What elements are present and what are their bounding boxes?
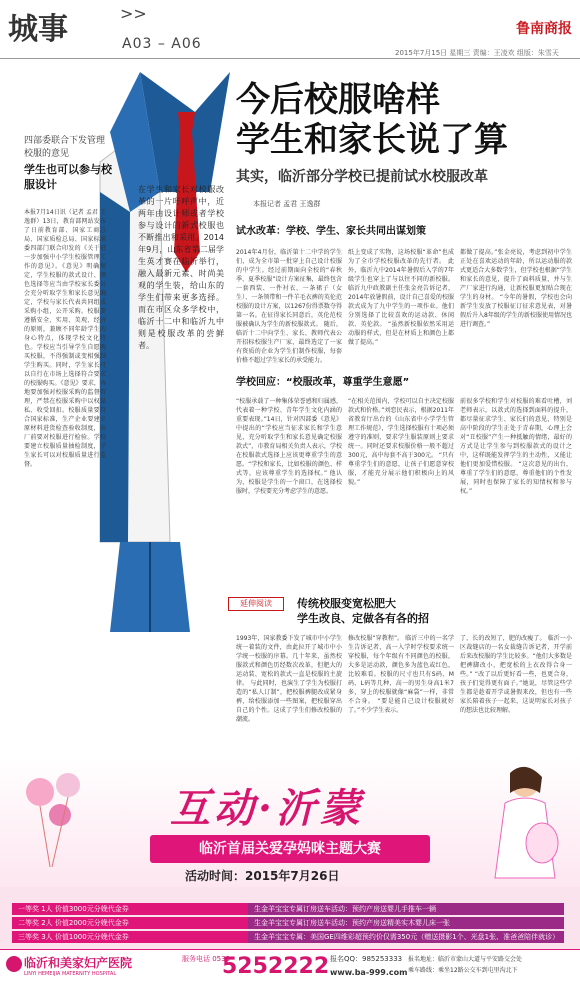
prize-right: 生金羊宝宝专属订房送车活动：预约产房送婴儿手推车一辆 — [248, 903, 564, 915]
newspaper-logo: 鲁南商报 — [516, 21, 572, 37]
byline: 本报记者 孟君 王逸群 — [253, 200, 321, 208]
section2-col2: “在相关范围内，学校可以自主决定校服款式和价格。”刘恋民表示，根据2011年省教育厅出台的《山东省中小学学生管理工作规范》，学生选择校服有十项必须遵守的准则，要求学生服装原则上要求统一。同时还要求校服价格一般不超过300元，高中每套不高于300元。 “只有尊重学生们的意愿，让孩子们愿意穿校服，才能充分展示他们积极向上的风貌。” — [348, 398, 454, 486]
website-link[interactable]: www.ba-999.com — [330, 968, 408, 977]
section2-col1: “校服承载了一种集体荣誉感和归属感，代表着一种学校、青年学生文化内涵的重要表现。”14日，针对四部委《意见》中提出的“学校应当征求家长和学生意见，充分听取学生和家长意见确定校服款式”，市教育局相关负责人表示，学校在校服款式选择上应该更尊重学生的意愿。“学校和家长，比如校服的颜色、样式等，应该尊重学生的选择权。” 他认为，校服是学生的一个窗口，在选择校服时，学校要充分考虑学生的意愿。 — [236, 398, 342, 495]
headline-line-2: 学生和家长说了算 — [236, 120, 508, 160]
prize-row — [12, 931, 568, 943]
section1-heading: 试水改革：学校、学生、家长共同出谋划策 — [236, 226, 426, 237]
phone-label: 服务电话 0539- — [182, 955, 233, 963]
section3-heading-line-1: 传统校服变宽松肥大 — [297, 597, 396, 610]
school-uniform-illustration — [100, 72, 250, 632]
ad-subtitle: 临沂首届关爱孕妈咪主题大赛 — [150, 835, 430, 863]
prize-left: 一等奖 1人 价值3000元分娩代金券 — [12, 903, 248, 915]
section1-col1: 2014年4月份，临沂第十二中学的学生们，成为全市第一批穿上自己设计校服的中学生。经过前期面向全校的“春秋季、夏季校服”设计方案征集，最终包含一套西装、一件衬衣、一条裙子（女生）、一条领带和一件羊毛衣裤的英伦范校服的设计方案，以1267份得票数夺得第一名。在征得家长同意后，英伦范校服被确认为学生的新校服款式。 随后，临沂十二中向学生、家长、教师代表公开招标校服生产厂家，最终选定了一家有资质的企业为学生们制作校服，每套价格不超过学生家长的承受能力。 — [236, 249, 342, 364]
bus-route-line: 乘车路线：乘坐12路公交车到屯里沟北下 — [408, 967, 518, 974]
intro-sidebox: 在学生和家长对校服改革的一片吁呼声中，近两年由设计师或者学校参与设计的新式校服也不断推出和采用。2014年9月，山东省第二届学生英才赛在临沂举行，融入最新元素、时尚美观的学生装，给山东的学生们带来更多选择。 而在市区众多学校中，临沂十二中和临沂九中则是校服改革的尝鲜者。 — [138, 185, 224, 350]
prize-left: 二等奖 2人 价值2000元分娩代金券 — [12, 917, 248, 929]
header-rule — [0, 58, 580, 59]
headline-line-1: 今后校服啥样 — [236, 80, 440, 120]
section1-col2: 纸上变成了实物，这场校服“革命”也成为了全市学校校服改革的先行者。 此外，临沂九中2014年暑假后入学的7年级学生也穿上了与以往不同的新校服。临沂九中政教副主任张金亮告诉记者，2014年放暑假前，设计自己喜爱的校服款式成为了九中学生的一项作业。他们分别选择了比较喜欢的运动款、休闲款、英伦款。 “虽然新校服依然采用运动服的样式，但是在材质上和颜色上都做了提高。” — [348, 249, 454, 346]
prize-right: 生金羊宝宝专属订房送车活动：预约产房送精美实木婴儿床一张 — [248, 917, 564, 929]
section2-heading: 学校回应：“校服改革，尊重学生意愿” — [236, 377, 410, 388]
section3-col1: 1993年，国家教委下发了城市中小学生统一着装的文件，由此拉开了城市中小学统一校服的序幕。几十年来，虽然校服款式和颜色历经数次改革，但肥大的运动装、宽松的款式一直是校服的主旋律。 与此同时，也演生了学生为校服打造的“私人订制”，把校服裤腿改成紧身裤，给校服添加一些图案，把校服穿出自己的个性。这成了学生们修改校服的潮流。 — [236, 635, 342, 723]
hospital-name-en: LINYI HEMEIJIA MATERNITY HOSPITAL — [24, 971, 117, 977]
ad-event-date: 活动时间：2015年7月26日 — [185, 869, 340, 883]
ad-footer — [0, 949, 580, 983]
left-article-body: 本报7月14日讯（记者 孟君 王逸群）13日，教育部网站发布了日前教育部、国家工商总局、国家质检总局、国家标准委四部门联合印发的《关于进一步加强中小学生校服管理工作的意见》。《意见》明确规定，学生校服的款式设计、颜色选择等应当由学校家长委员会充分听取学生和家长意见确定，学校与家长代表共同组成采购小组，公开采购。校服要遵循安全、实用、美观、经济的原则，兼顾不同年龄学生的身心特点，体现学校文化特色。学校应当引导学生自愿购买校服，不得强制或变相强制学生购买。同时，学生家长可以自行在市场上选择符合要求的校服购买。《意见》要求，各地要加强对校服采购的监督管理，严禁在校服采购中以权谋私、收受回扣。校服质量要符合国家标准，生产企业要建立原材料进货检查验收制度，出厂前要对校服进行检验。学校要建立校服质量抽检制度，学生家长可以对校服质量进行监督。 — [24, 209, 106, 468]
section3-heading — [297, 596, 429, 626]
edition-meta: 2015年7月15日 星期三 责编：王凌欢 组版：朱雪天 — [395, 49, 559, 57]
phone-number: 5252222 — [222, 954, 330, 979]
address-line: 报名地址：临沂市蒙山大道与平安路交会处 — [408, 956, 523, 963]
arrows-icon: >> — [120, 4, 147, 23]
headline-subtitle: 其实，临沂部分学校已提前试水校服改革 — [236, 169, 488, 185]
qq-contact: 报名QQ：985253333 — [330, 955, 403, 963]
section3-col2: 修改校服“穿教程”。 临沂三中的一名学生告诉记者，高一入学时学校要求统一穿校服，每个年级有不同颜色的校服，大多是运动款，颜色多为蓝色或红色，比较难看。校服的尺寸也只有S码、M码、L码等几种，高一的男生身高1米7多，穿上的校服就像“麻袋”一样，非常不合身。 “要是能自己设计校服就好了。”不少学生表示。 — [348, 635, 454, 714]
maternity-hospital-ad — [0, 757, 580, 983]
section3-heading-line-2: 学生改良、定做各有各的招 — [297, 612, 429, 625]
hospital-logo-icon — [6, 956, 22, 972]
pregnant-mother-icon — [470, 763, 570, 883]
left-headline: 学生也可以参与校服设计 — [24, 163, 112, 191]
section-name: 城事 — [8, 12, 68, 47]
page-range: A03 – A06 — [122, 36, 202, 52]
headline-title — [236, 80, 576, 160]
ad-address — [408, 954, 578, 976]
page-header — [0, 0, 580, 58]
hospital-name: 临沂和美家妇产医院 — [24, 956, 133, 970]
prize-row — [12, 917, 568, 929]
prize-row — [12, 903, 568, 915]
extended-reading-tag: 延伸阅读 — [228, 597, 284, 611]
section2-col3: 前很多学校和学生对校服的难看吐槽，刘老师表示，以款式的选择到面料的提升，都尽量征求学生、家长们的意见，特别是高中阶段的学生正处于青春期，心理上会对“丑校服”产生一种抵触的情绪，最好的方式是让学生参与到校服款式的设计之中，这样既能发挥学生的主动性，又能让他们更加爱惜校服。 “这次意见的出台，尊重了学生们的意愿，尊重他们的个性发展，同时也保障了家长的知情权和参与权。” — [460, 398, 572, 495]
prize-right: 生金羊宝宝专属：美国GE四维彩超预约价仅需350元（赠送摄影1个、光盘1张、准爸爸陪伴就诊） — [248, 931, 564, 943]
left-kicker: 四部委联合下发管理校服的意见 — [24, 136, 106, 159]
prize-left: 三等奖 3人 价值1000元分娩代金券 — [12, 931, 248, 943]
section1-col3: 都做了提高。”张金亮说，考虑到初中学生正处在喜欢运动的年龄，所以运动服的款式更适合大多数学生，但学校也根据“学生和家长的意见，提升了面料质量，并与生产厂家进行沟通，让新校服更加贴合现在学生的身材。 “今年的暑假，学校也会向新学生发放了校服征订征求意见表，对暑假后升入8年级的学生的新校服使用情况也进行调查。” — [460, 249, 572, 328]
ad-title: 互动·沂蒙 — [170, 785, 364, 832]
balloon-decoration-icon — [20, 767, 100, 877]
section3-col3: 了，长的改短了，肥的改瘦了。 临沂一小区裁缝店的一名女裁缝告诉记者，开学前后来改校服的学生比较多。“他们大多数是把裤脚改小，把宽松的上衣改得合身一些。” “改了以后更好看一些，也更合身，孩子们觉得更有面子。”她说，尽管这些学生都是趁着开学或暑假来改，但也有一些家长陪着孩子一起来，这说明家长对孩子的想法也比较理解。 — [460, 635, 572, 714]
